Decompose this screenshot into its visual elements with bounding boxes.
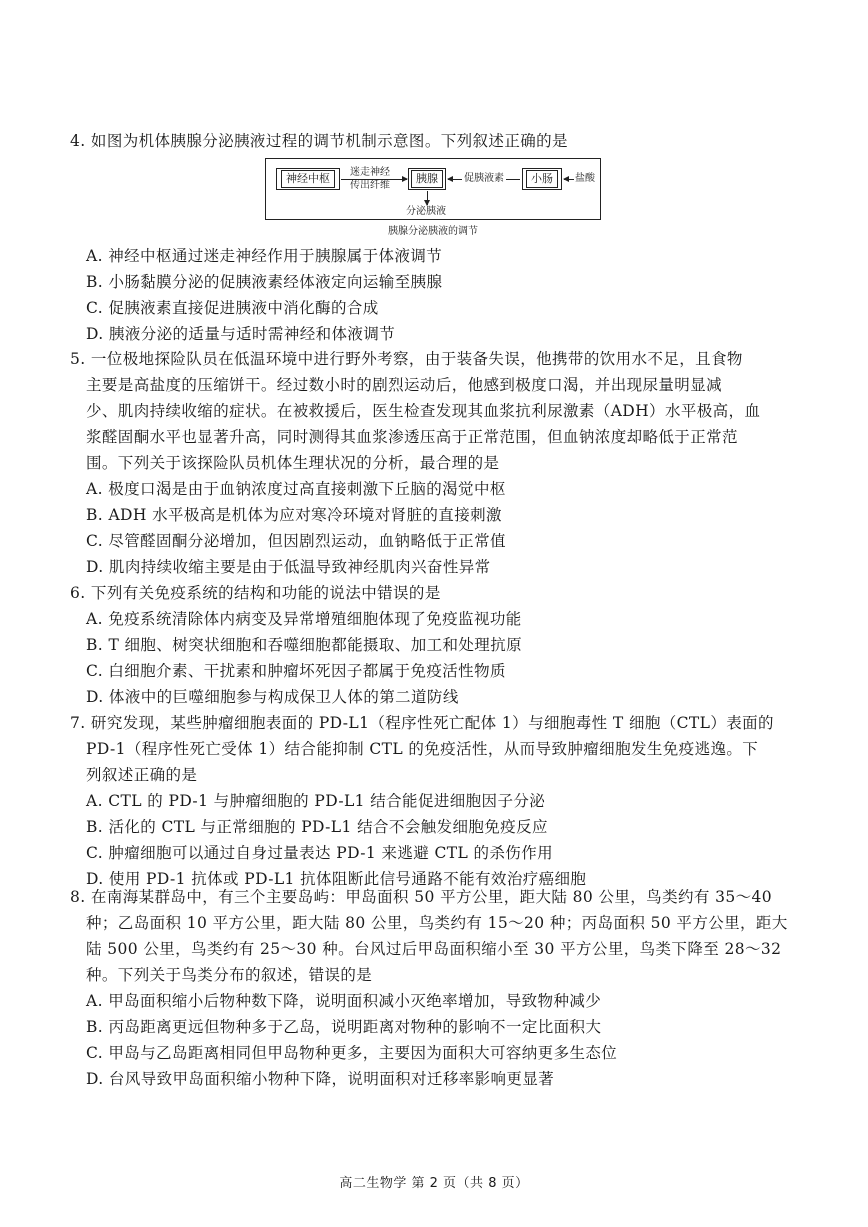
option-d: D. 体液中的巨噬细胞参与构成保卫人体的第二道防线 [86, 688, 459, 706]
option-c: C. 白细胞介素、干扰素和肿瘤坏死因子都属于免疫活性物质 [86, 662, 506, 680]
option-b: B. ADH 水平极高是机体为应对寒冷环境对肾脏的直接刺激 [86, 506, 502, 524]
vagus-label-bottom: 传出纤维 [350, 180, 390, 191]
option-d: D. 台风导致甲岛面积缩小物种下降，说明面积对迁移率影响更显著 [86, 1070, 555, 1088]
nerve-center-box: 神经中枢 [276, 168, 340, 190]
question-6-stem [70, 580, 810, 606]
question-8-stem [70, 884, 810, 988]
stem-line: 列叙述正确的是 [86, 766, 198, 784]
question-6 [70, 580, 810, 710]
stem-line: 陆 500 公里，鸟类约有 25～30 种。台风过后甲岛面积缩小至 30 平方公里，鸟类下降至 28～32 [86, 940, 782, 958]
small-intestine-box: 小肠 [522, 168, 562, 190]
option-b: B. 丙岛距离更远但物种多于乙岛，说明距离对物种的影响不一定比面积大 [86, 1018, 602, 1036]
option-a: A. 极度口渴是由于血钠浓度过高直接刺激下丘脑的渴觉中枢 [86, 480, 506, 498]
stem-line: 6. 下列有关免疫系统的结构和功能的说法中错误的是 [70, 584, 441, 602]
option-c: C. 尽管醛固酮分泌增加，但因剧烈运动，血钠略低于正常值 [86, 532, 506, 550]
question-4-options [70, 243, 810, 347]
option-b: B. T 细胞、树突状细胞和吞噬细胞都能摄取、加工和处理抗原 [86, 636, 523, 654]
stem-line: 8. 在南海某群岛中，有三个主要岛屿：甲岛面积 50 平方公里，距大陆 80 公里，鸟类约有 35～40 [70, 888, 773, 906]
option-b: B. 活化的 CTL 与正常细胞的 PD-L1 结合不会触发细胞免疫反应 [86, 818, 548, 836]
question-5 [70, 346, 810, 580]
stem-line: 种。下列关于鸟类分布的叙述，错误的是 [86, 966, 373, 984]
diagram-caption: 胰腺分泌胰液的调节 [388, 226, 478, 237]
vagus-label-top: 迷走神经 [350, 167, 390, 178]
question-4-stem [70, 128, 810, 154]
option-d: D. 使用 PD-1 抗体或 PD-L1 抗体阻断此信号通路不能有效治疗癌细胞 [86, 870, 587, 888]
option-c: C. 甲岛与乙岛距离相同但甲岛物种更多，主要因为面积大可容纳更多生态位 [86, 1044, 618, 1062]
option-a: A. 甲岛面积缩小后物种数下降，说明面积减小灭绝率增加，导致物种减少 [86, 992, 602, 1010]
option-d: D. 肌肉持续收缩主要是由于低温导致神经肌肉兴奋性异常 [86, 558, 491, 576]
option-c: C. 肿瘤细胞可以通过自身过量表达 PD-1 来逃避 CTL 的杀伤作用 [86, 844, 554, 862]
pancreas-box: 胰腺 [408, 168, 446, 190]
secretin-label: 促胰液素 [464, 173, 504, 184]
question-7 [70, 710, 810, 892]
hcl-arrow [564, 179, 574, 180]
stem-line: 主要是高盐度的压缩饼干。经过数小时的剧烈运动后，他感到极度口渴，并出现尿量明显减 [86, 376, 723, 394]
stem-line: 4. 如图为机体胰腺分泌胰液过程的调节机制示意图。下列叙述正确的是 [70, 132, 568, 150]
stem-line: 7. 研究发现，某些肿瘤细胞表面的 PD-L1（程序性死亡配体 1）与细胞毒性 T 细胞（CTL）表面的 [70, 714, 774, 732]
secretion-label: 分泌胰液 [406, 206, 446, 217]
stem-line: PD-1（程序性死亡受体 1）结合能抑制 CTL 的免疫活性，从而导致肿瘤细胞发生免疫逃逸。下 [86, 740, 759, 758]
option-a: A. 神经中枢通过迷走神经作用于胰腺属于体液调节 [86, 247, 443, 265]
stem-line: 5. 一位极地探险队员在低温环境中进行野外考察，由于装备失误，他携带的饮用水不足，且食物 [70, 350, 743, 368]
option-a: A. 免疫系统清除体内病变及异常增殖细胞体现了免疫监视功能 [86, 610, 522, 628]
page-footer: 高二生物学 第 2 页（共 8 页） [339, 1176, 529, 1191]
stem-line: 种；乙岛面积 10 平方公里，距大陆 80 公里，鸟类约有 15～20 种；丙岛面积 50 平方公里，距大 [86, 914, 788, 932]
hcl-label: 盐酸 [575, 173, 595, 184]
stem-line: 浆醛固酮水平也显著升高，同时测得其血浆渗透压高于正常范围，但血钠浓度却略低于正常范 [86, 428, 738, 446]
option-c: C. 促胰液素直接促进胰液中消化酶的合成 [86, 299, 379, 317]
question-8 [70, 884, 810, 1092]
option-d: D. 胰液分泌的适量与适时需神经和体液调节 [86, 325, 396, 343]
pancreas-regulation-diagram [265, 158, 601, 220]
option-b: B. 小肠黏膜分泌的促胰液素经体液定向运输至胰腺 [86, 273, 443, 291]
question-7-stem [70, 710, 810, 788]
option-a: A. CTL 的 PD-1 与肿瘤细胞的 PD-L1 结合能促进细胞因子分泌 [86, 792, 546, 810]
question-5-stem [70, 346, 810, 476]
secretion-arrow [427, 191, 428, 205]
stem-line: 围。下列关于该探险队员机体生理状况的分析，最合理的是 [86, 454, 500, 472]
question-4 [70, 128, 810, 154]
stem-line: 少、肌肉持续收缩的症状。在被救援后，医生检查发现其血浆抗利尿激素（ADH）水平极高，血 [86, 402, 761, 420]
